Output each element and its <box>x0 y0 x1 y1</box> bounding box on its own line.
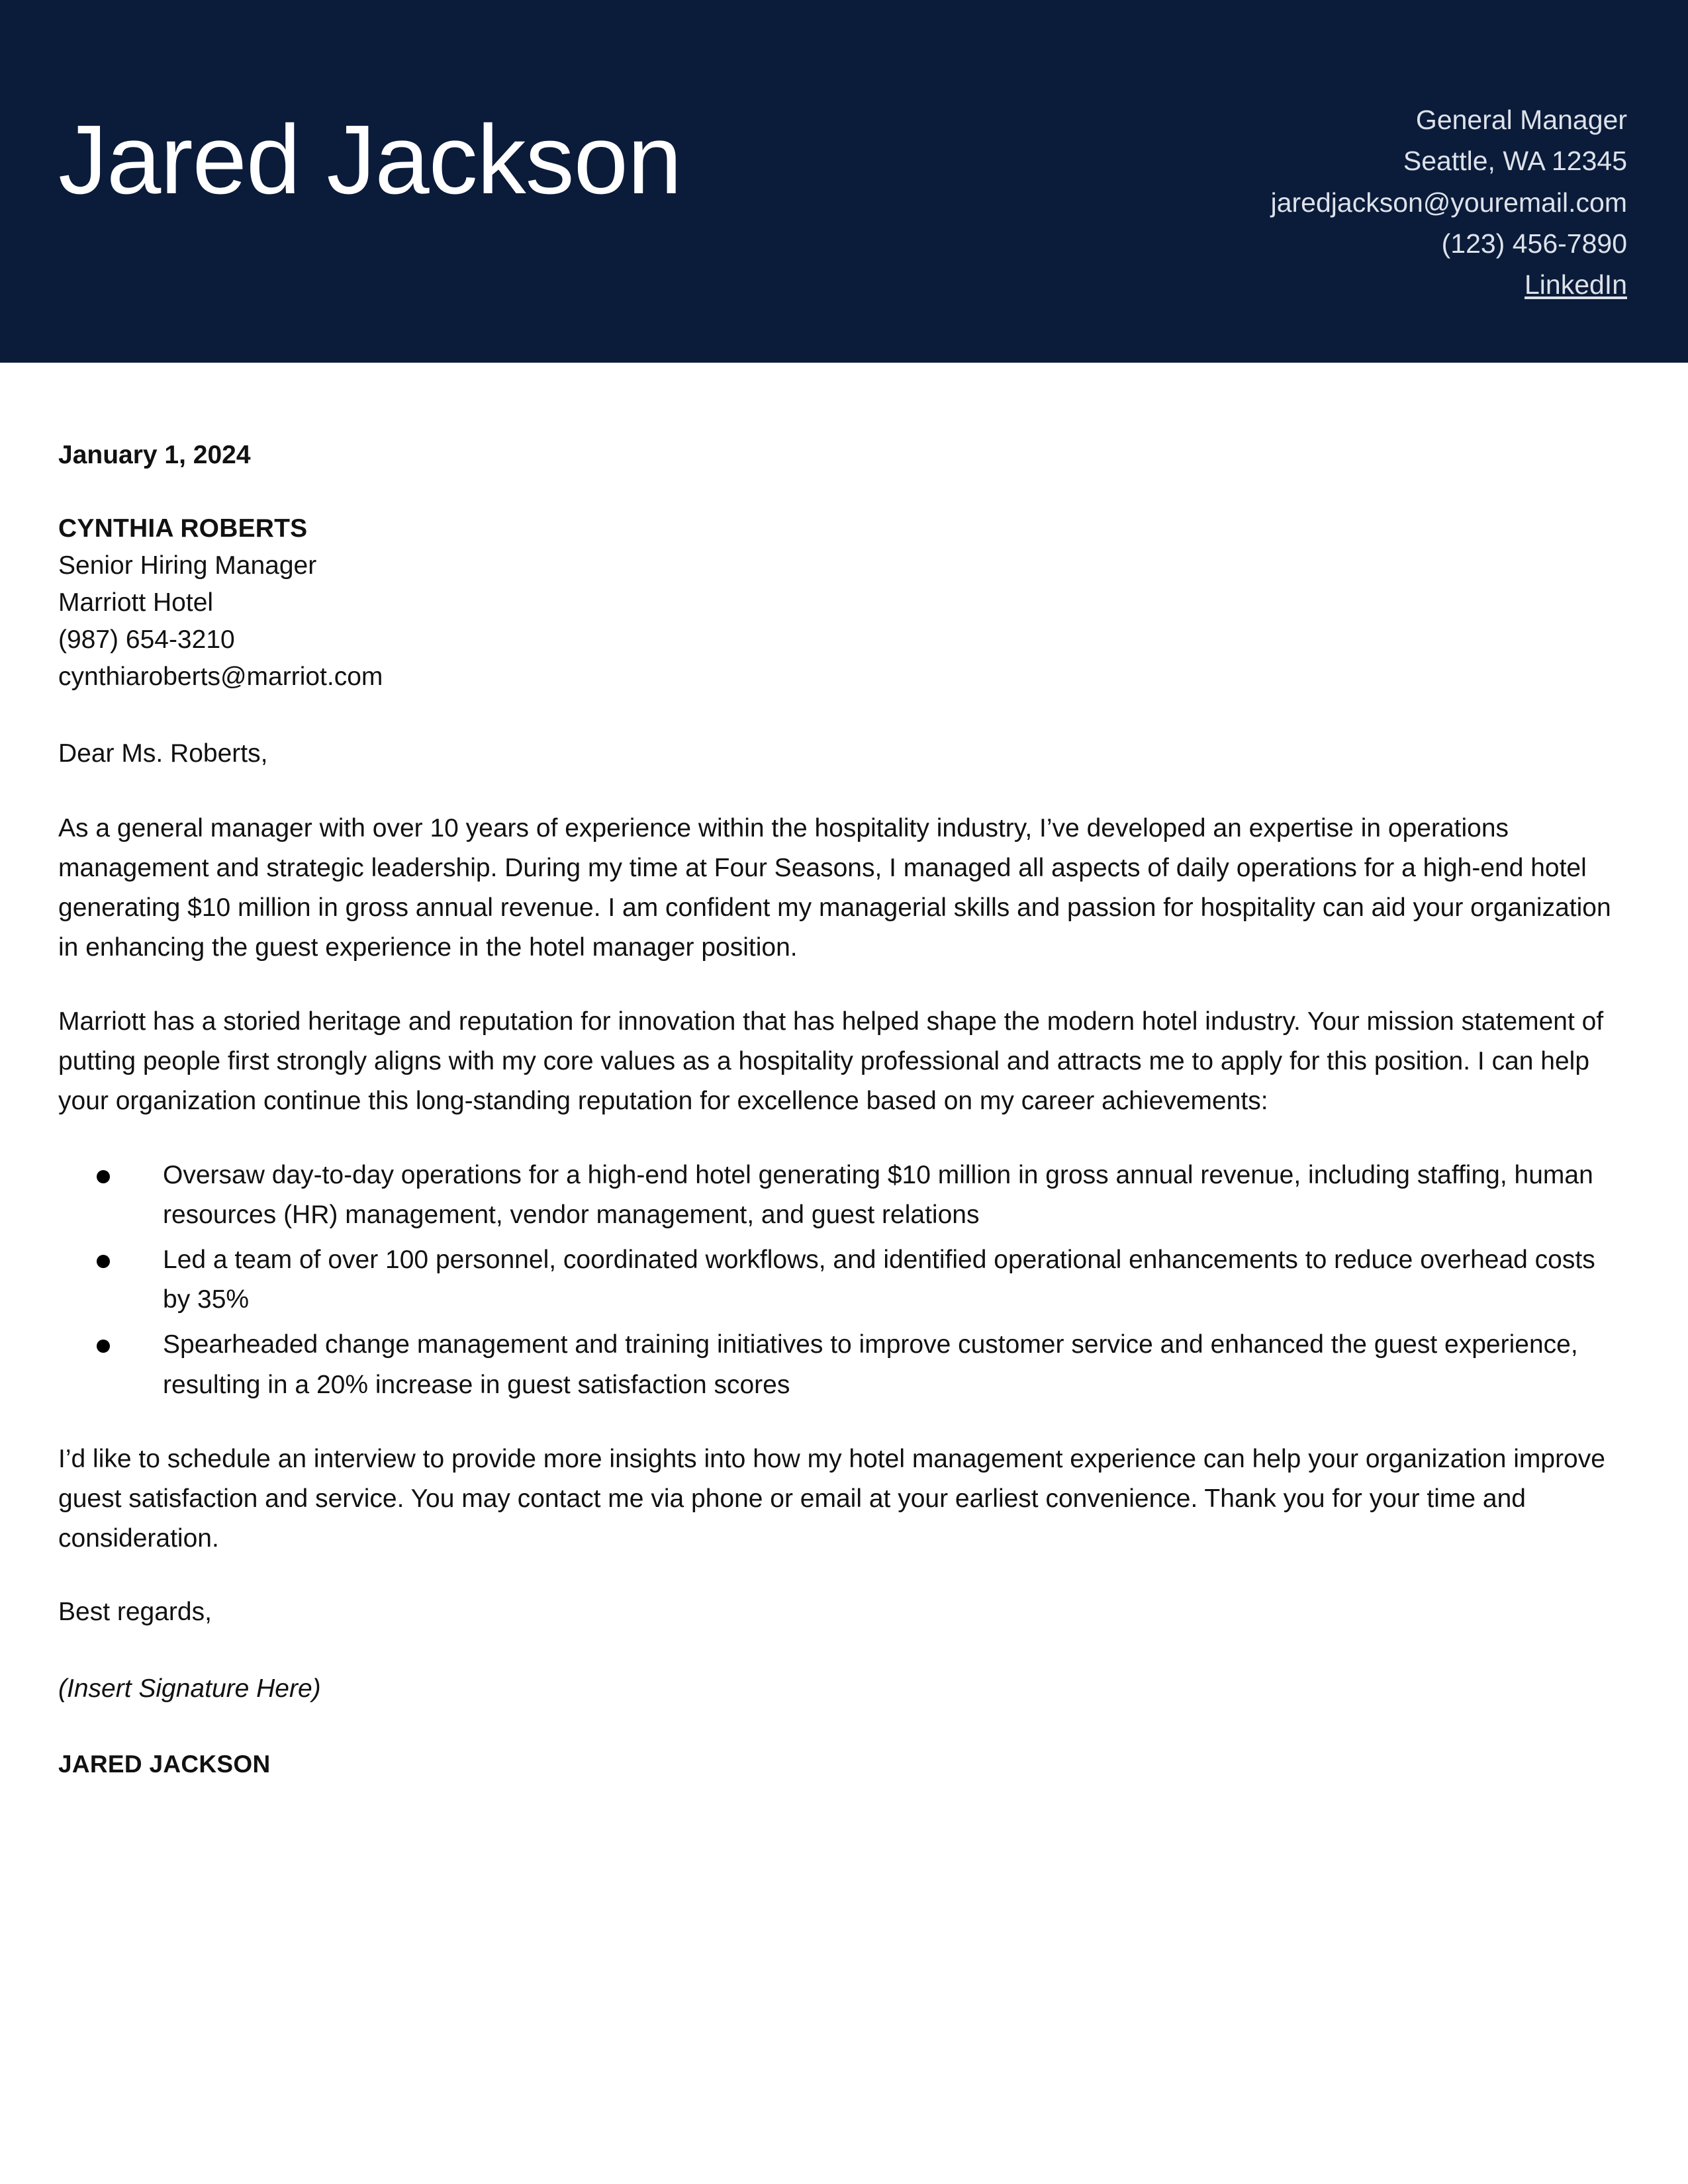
list-item-text: Oversaw day-to-day operations for a high-end hotel generating $10 million in gross annual revenue, including staffing, human resources (HR) management, vendor management, and guest relations <box>163 1161 1593 1230</box>
list-item <box>58 1156 1618 1235</box>
signoff: Best regards, <box>58 1597 212 1626</box>
recipient-phone: (987) 654-3210 <box>58 625 235 655</box>
recipient-block <box>58 510 1618 696</box>
contact-block <box>1271 99 1627 306</box>
body-paragraph-1: As a general manager with over 10 years of experience within the hospitality industry, I’ve developed an expertise in operations management and strategic leadership. During my time at Four Seasons, I managed all aspects of daily operations for a high-end hotel generating $10 million in gross annual revenue. I am confident my managerial skills and passion for hospitality can aid your organization in enhancing the guest experience in the hotel manager position. <box>58 813 1611 962</box>
achievements-list <box>58 1156 1618 1404</box>
body-paragraph-2: Marriott has a storied heritage and reputation for innovation that has helped shape the modern hotel industry. Your mission statement of putting people first strongly aligns with my core values as a hospitality professional and attracts me to apply for this position. I can help your organization continue this long-standing reputation for excellence based on my career achievements: <box>58 1007 1604 1116</box>
bullet-icon <box>97 1255 110 1268</box>
letterhead-header <box>0 0 1688 363</box>
letter-date: January 1, 2024 <box>58 441 251 469</box>
list-item <box>58 1240 1618 1320</box>
list-item-text: Spearheaded change management and training initiatives to improve customer service and enhanced the guest experience, resulting in a 20% increase in guest satisfaction scores <box>163 1330 1578 1399</box>
contact-phone: (123) 456-7890 <box>1441 228 1627 259</box>
body-paragraph-3: I’d like to schedule an interview to provide more insights into how my hotel management experience can help your organization improve guest satisfaction and service. You may contact me via phone or email at your earliest convenience. Thank you for your time and consideration. <box>58 1444 1605 1553</box>
letter-body <box>58 438 1618 1782</box>
bullet-icon <box>97 1340 110 1353</box>
signature-placeholder: (Insert Signature Here) <box>58 1674 321 1704</box>
recipient-title: Senior Hiring Manager <box>58 551 317 580</box>
linkedin-link[interactable]: LinkedIn <box>1524 269 1627 300</box>
contact-email[interactable]: jaredjackson@youremail.com <box>1270 187 1627 218</box>
recipient-email: cynthiaroberts@marriot.com <box>58 662 383 692</box>
salutation: Dear Ms. Roberts, <box>58 739 268 768</box>
recipient-company: Marriott Hotel <box>58 588 214 617</box>
list-item <box>58 1325 1618 1404</box>
contact-location: Seattle, WA 12345 <box>1403 146 1627 177</box>
contact-job-title: General Manager <box>1415 105 1627 135</box>
list-item-text: Led a team of over 100 personnel, coordinated workflows, and identified operational enhancements to reduce overhead costs by 35% <box>163 1246 1595 1314</box>
bullet-icon <box>97 1170 110 1183</box>
recipient-name: CYNTHIA ROBERTS <box>58 514 308 543</box>
signer-name: JARED JACKSON <box>58 1750 271 1778</box>
page-title: Jared Jackson <box>58 105 682 214</box>
